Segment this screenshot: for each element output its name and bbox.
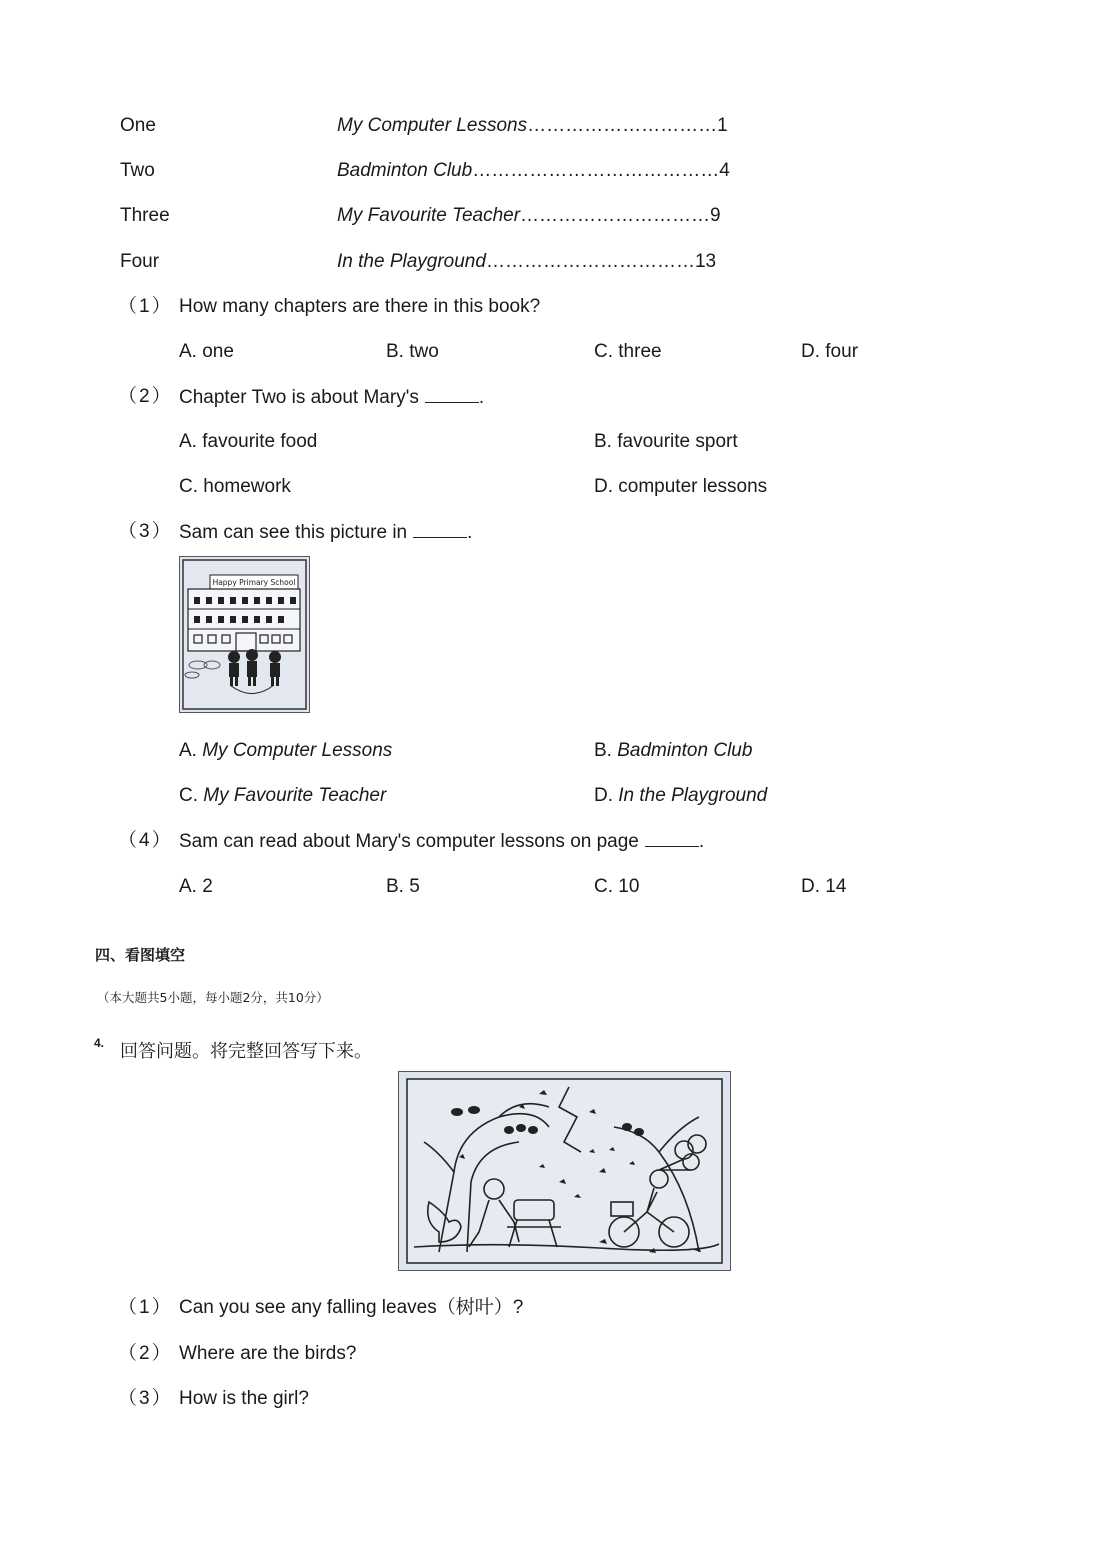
question-stem: Sam can see this picture in bbox=[179, 522, 408, 543]
answer-blank bbox=[425, 385, 479, 403]
answer-blank bbox=[645, 829, 699, 847]
question-number: （3） bbox=[118, 1388, 173, 1409]
school-illustration bbox=[180, 557, 309, 712]
toc-page: 13 bbox=[694, 251, 717, 272]
task-instruction: 回答问题。将完整回答写下来。 bbox=[120, 1041, 372, 1062]
answer-blank bbox=[413, 520, 467, 538]
question-stem: Sam can read about Mary's computer lessons on page bbox=[179, 831, 639, 852]
option-d: D. four bbox=[801, 341, 859, 362]
toc-dots: …………………………… bbox=[485, 251, 695, 272]
question-text: How many chapters are there in this book? bbox=[179, 296, 541, 317]
question-text bbox=[179, 829, 704, 854]
option-b bbox=[594, 739, 752, 763]
question-number: （3） bbox=[118, 521, 173, 542]
toc-entry-four bbox=[337, 250, 716, 274]
school-picture bbox=[179, 556, 310, 713]
option-letter: D. bbox=[594, 785, 613, 806]
toc-chapter-two: Two bbox=[120, 160, 155, 181]
option-letter: C. bbox=[179, 785, 198, 806]
toc-page: 4 bbox=[719, 160, 730, 181]
toc-page: 1 bbox=[717, 115, 728, 136]
question-number: （2） bbox=[118, 1343, 173, 1364]
toc-dots: ………………………… bbox=[520, 205, 711, 226]
question-end: . bbox=[467, 522, 473, 543]
svg-text:Happy Primary School: Happy Primary School bbox=[212, 578, 296, 587]
toc-dots: ………………………… bbox=[527, 115, 718, 136]
option-b: B. 5 bbox=[386, 876, 420, 897]
toc-entry-three bbox=[337, 204, 721, 228]
option-d bbox=[594, 784, 767, 808]
question-end: . bbox=[478, 387, 485, 408]
toc-chapter-three: Three bbox=[120, 205, 170, 226]
toc-title: My Favourite Teacher bbox=[337, 205, 521, 226]
question-text bbox=[179, 520, 472, 545]
question-end: . bbox=[698, 831, 705, 852]
option-title: In the Playground bbox=[618, 785, 768, 806]
toc-title: Badminton Club bbox=[337, 160, 473, 181]
question-stem: Chapter Two is about Mary's bbox=[179, 387, 419, 408]
toc-page: 9 bbox=[710, 205, 721, 226]
toc-title: In the Playground bbox=[337, 251, 486, 272]
option-b: B. favourite sport bbox=[594, 431, 738, 452]
option-a: A. one bbox=[179, 341, 234, 362]
toc-entry-two bbox=[337, 159, 730, 183]
park-illustration bbox=[399, 1072, 730, 1270]
toc-chapter-one: One bbox=[120, 115, 156, 136]
option-a bbox=[179, 739, 392, 763]
option-c: C. three bbox=[594, 341, 662, 362]
option-title: My Computer Lessons bbox=[202, 740, 393, 761]
toc-title: My Computer Lessons bbox=[337, 115, 528, 136]
option-letter: A. bbox=[179, 740, 197, 761]
question-text: Can you see any falling leaves（树叶）? bbox=[179, 1297, 524, 1318]
option-d: D. 14 bbox=[801, 876, 847, 897]
option-b: B. two bbox=[386, 341, 439, 362]
section-heading: 四、看图填空 bbox=[95, 946, 186, 964]
toc-chapter-four: Four bbox=[120, 251, 160, 272]
question-number: （1） bbox=[118, 1297, 173, 1318]
option-title: Badminton Club bbox=[617, 740, 753, 761]
question-text: How is the girl? bbox=[179, 1388, 309, 1409]
option-title: My Favourite Teacher bbox=[203, 785, 387, 806]
option-c bbox=[179, 784, 386, 808]
park-picture bbox=[398, 1071, 731, 1271]
toc-dots: ………………………………… bbox=[472, 160, 720, 181]
question-number: （4） bbox=[118, 830, 173, 851]
option-a: A. favourite food bbox=[179, 431, 318, 452]
question-number: （1） bbox=[118, 296, 173, 317]
question-text bbox=[179, 385, 484, 410]
toc-entry-one bbox=[337, 114, 728, 138]
option-d: D. computer lessons bbox=[594, 476, 768, 497]
option-c: C. 10 bbox=[594, 876, 640, 897]
question-text: Where are the birds? bbox=[179, 1343, 357, 1364]
option-c: C. homework bbox=[179, 476, 291, 497]
option-letter: B. bbox=[594, 740, 612, 761]
question-number: （2） bbox=[118, 386, 173, 407]
task-number: 4. bbox=[94, 1036, 105, 1050]
section-note: （本大题共5小题，每小题2分，共10分） bbox=[97, 990, 329, 1005]
option-a: A. 2 bbox=[179, 876, 213, 897]
